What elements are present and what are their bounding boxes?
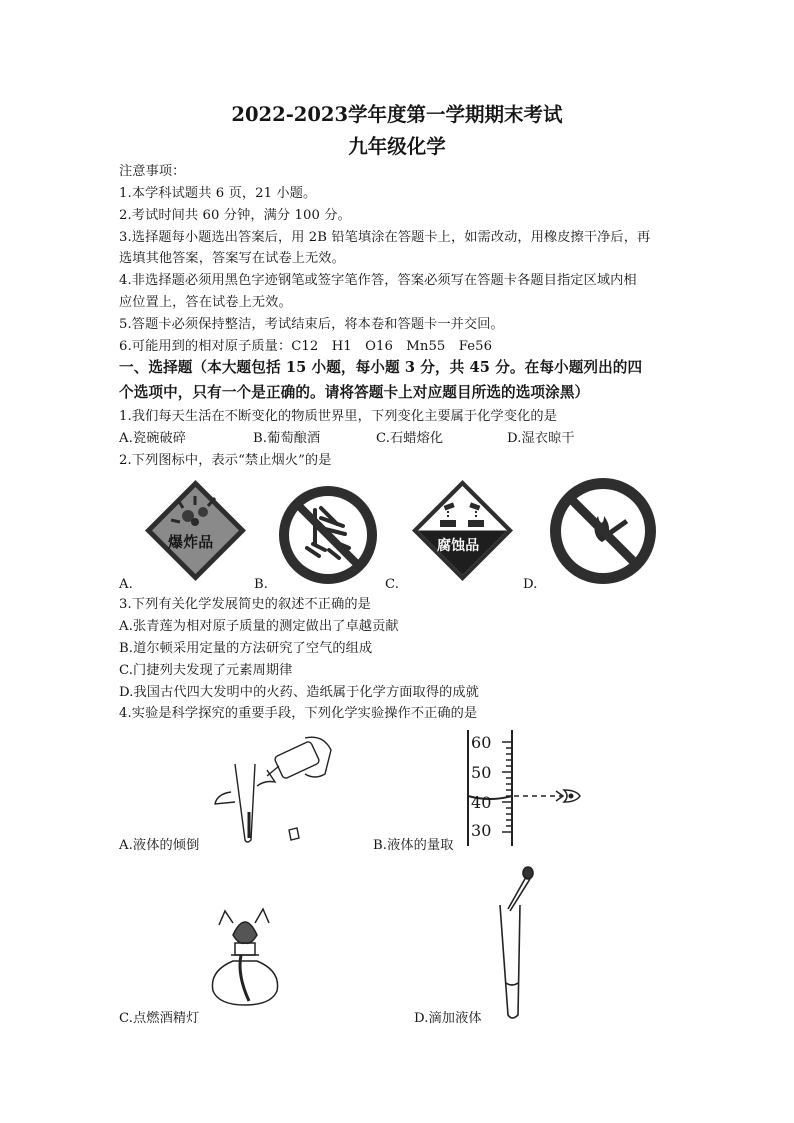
notes-item: 2.考试时间共 60 分钟，满分 100 分。	[119, 208, 351, 223]
dropper-test-tube-illustration	[490, 865, 550, 1025]
question-2-option-b: B.	[254, 577, 269, 592]
alcohol-lamp-illustration	[205, 905, 285, 1015]
question-3-option-c: C.门捷列夫发现了元素周期律	[119, 663, 293, 678]
question-2-option-c: C.	[385, 577, 400, 592]
notes-item: 4.非选择题必须用黑色字迹钢笔或签字笔作答，答案必须写在答题卡各题目指定区域内相	[119, 273, 637, 288]
notes-item: 3.选择题每小题选出答案后，用 2B 铅笔填涂在答题卡上，如需改动，用橡皮擦干净后，再	[119, 230, 651, 245]
notes-item: 5.答题卡必须保持整洁，考试结束后，将本卷和答题卡一并交回。	[119, 317, 504, 332]
notes-item: 选填其他答案，答案写在试卷上无效。	[119, 251, 345, 266]
question-3-option-a: A.张青莲为相对原子质量的测定做出了卓越贡献	[119, 619, 399, 634]
scale-label-40: 40	[471, 793, 492, 812]
corrosive-sign-icon	[410, 478, 515, 583]
corrosive-sign-label: 腐蚀品	[437, 538, 480, 554]
question-1-option-c: C.石蜡熔化	[376, 431, 444, 446]
exam-title: 2022-2023学年度第一学期期末考试	[231, 103, 563, 126]
explosive-sign-label: 爆炸品	[168, 533, 214, 551]
question-4-stem: 4.实验是科学探究的重要手段，下列化学实验操作不正确的是	[119, 706, 478, 721]
section-heading: 个选项中，只有一个是正确的。请将答题卡上对应题目所选的选项涂黑）	[119, 384, 590, 401]
question-4-caption-d: D.滴加液体	[414, 1011, 482, 1026]
question-1-option-a: A.瓷碗破碎	[119, 431, 187, 446]
scale-label-60: 60	[471, 733, 492, 752]
question-4-caption-c: C.点燃酒精灯	[119, 1011, 200, 1026]
pouring-liquid-illustration	[205, 730, 345, 845]
question-1-option-d: D.湿衣晾干	[507, 431, 575, 446]
section-heading: 一、选择题（本大题包括 15 小题，每小题 3 分，共 45 分。在每小题列出的四	[119, 359, 643, 376]
question-2-option-a: A.	[119, 577, 133, 592]
question-3-option-b: B.道尔顿采用定量的方法研究了空气的组成	[119, 641, 373, 656]
scale-label-50: 50	[471, 763, 492, 782]
question-4-caption-a: A.液体的倾倒	[119, 838, 200, 853]
question-3-stem: 3.下列有关化学发展简史的叙述不正确的是	[119, 597, 371, 612]
explosive-sign-icon	[143, 478, 248, 583]
notes-item: 6.可能用到的相对原子质量：C12 H1 O16 Mn55 Fe56	[119, 339, 493, 354]
scale-label-30: 30	[471, 821, 492, 840]
question-2-stem: 2.下列图标中，表示“禁止烟火”的是	[119, 453, 332, 468]
question-1-option-b: B.葡萄酿酒	[253, 431, 321, 446]
notes-item: 1.本学科试题共 6 页，21 小题。	[119, 186, 317, 201]
question-4-caption-b: B.液体的量取	[373, 838, 454, 853]
question-2-option-d: D.	[523, 577, 538, 592]
no-open-flame-sign-icon	[548, 476, 658, 586]
no-fireworks-sign-icon	[277, 484, 379, 586]
notes-heading: 注意事项：	[119, 164, 186, 179]
question-3-option-d: D.我国古代四大发明中的火药、造纸属于化学方面取得的成就	[119, 685, 479, 700]
notes-item: 应位置上，答在试卷上无效。	[119, 295, 292, 310]
exam-subject: 九年级化学	[348, 135, 446, 158]
question-1-stem: 1.我们每天生活在不断变化的物质世界里，下列变化主要属于化学变化的是	[119, 409, 557, 424]
